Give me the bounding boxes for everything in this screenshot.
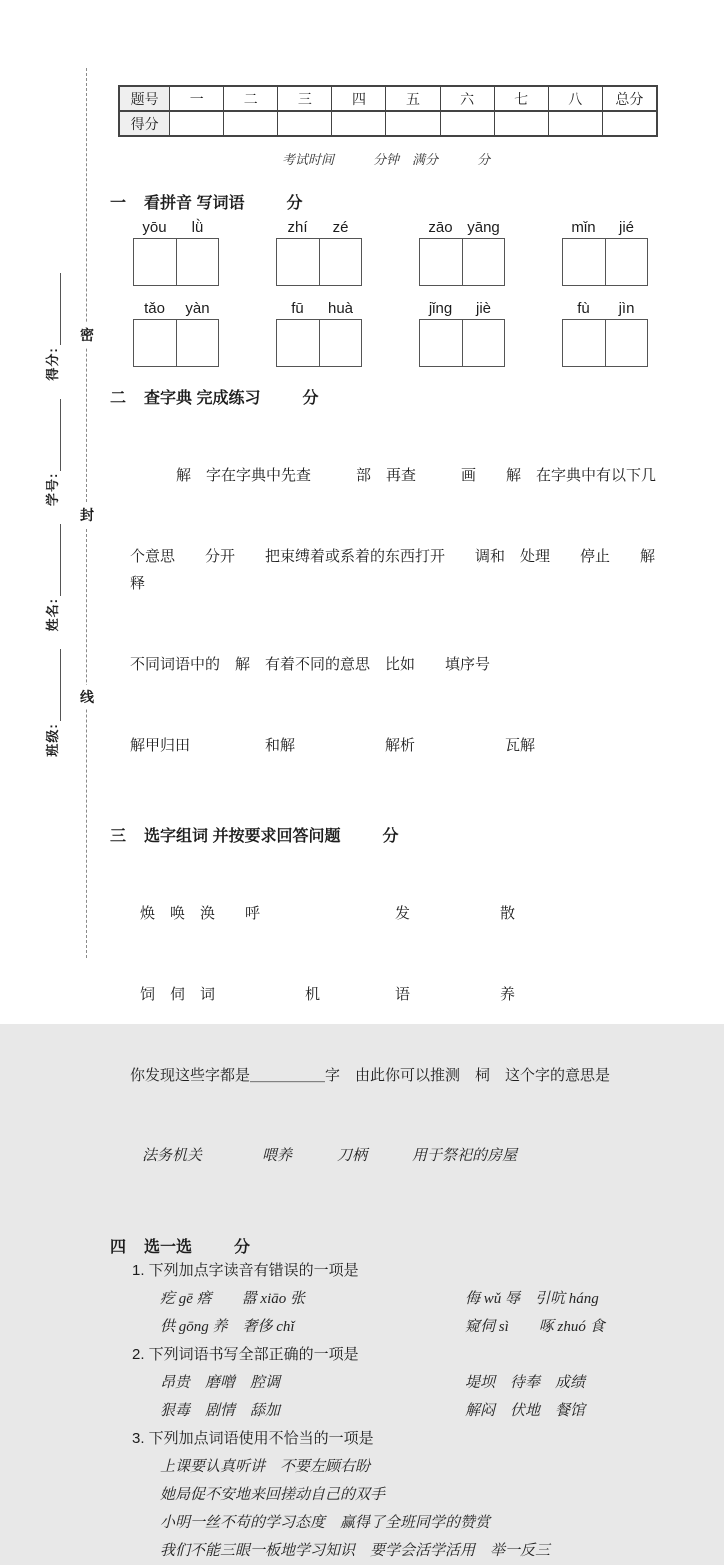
score-input-cell[interactable] (494, 111, 548, 136)
score-input-cell[interactable] (224, 111, 278, 136)
pinyin-syllable: zāo (428, 219, 453, 236)
section1-header (110, 190, 662, 213)
pinyin-syllable: mǐn (571, 219, 596, 236)
section2-score: 分 (302, 390, 319, 407)
question2-options-row1 (160, 1369, 662, 1397)
section1-score: 分 (286, 195, 303, 212)
score-input-cell[interactable] (386, 111, 440, 136)
score-input-cell[interactable] (170, 111, 224, 136)
pinyin-syllable: tǎo (144, 300, 165, 317)
score-table-corner-cell: 题号 (119, 86, 170, 111)
answer-box[interactable] (133, 238, 177, 286)
character-choice-line-2: 饲 伺 词 机 语 养 (140, 986, 516, 1003)
score-table-header-cell: 总分 (602, 86, 657, 111)
student-info-strip (40, 230, 62, 800)
option[interactable]: 供 gōng 养 奢侈 chǐ (160, 1319, 295, 1335)
name-blank-line[interactable] (46, 524, 61, 596)
section3-title: 选字组词 并按要求回答问题 (144, 828, 341, 845)
score-table-header-cell: 五 (386, 86, 440, 111)
answer-box[interactable] (462, 238, 506, 286)
section3-number: 三 (110, 828, 127, 845)
pinyin-syllable: jié (618, 219, 634, 236)
option-sentence[interactable]: 我们不能三眼一板地学习知识 要学会活学活用 举一反三 (160, 1543, 551, 1559)
pinyin-syllable: yàn (185, 300, 210, 317)
answer-box[interactable] (319, 238, 363, 286)
section4-title: 选一选 (144, 1239, 193, 1256)
exam-time-info: 考试时间 分钟 满分 分 (281, 152, 490, 167)
section1-number: 一 (110, 195, 127, 212)
section4-score: 分 (234, 1239, 251, 1256)
question1-options-row1 (160, 1285, 662, 1313)
score-table (118, 85, 658, 137)
score-input-cell[interactable] (548, 111, 602, 136)
section4-number: 四 (110, 1239, 127, 1256)
question1-stem: 1. 下列加点字读音有错误的一项是 (132, 1262, 359, 1279)
answer-box[interactable] (562, 238, 606, 286)
option[interactable]: 窥伺 sì 啄 zhuó 食 (465, 1319, 605, 1335)
answer-box[interactable] (276, 319, 320, 367)
answer-box[interactable] (176, 238, 220, 286)
option[interactable]: 昂贵 磨噌 腔调 (160, 1375, 281, 1391)
section4-header (110, 1234, 662, 1257)
dictionary-question-line: 解 字在字典中先查 部 再查 画 解 在字典中有以下几 (176, 467, 657, 484)
class-blank-line[interactable] (46, 649, 61, 721)
option[interactable]: 解闷 伏地 餐馆 (465, 1403, 586, 1419)
class-label: 班级: (44, 723, 60, 757)
score-input-cell[interactable] (278, 111, 332, 136)
answer-box[interactable] (319, 319, 363, 367)
score-input-cell[interactable] (440, 111, 494, 136)
name-field (42, 524, 61, 631)
pinyin-syllable: zhí (287, 219, 308, 236)
score-input-cell[interactable] (602, 111, 657, 136)
option-sentence[interactable]: 小明一丝不苟的学习态度 赢得了全班同学的赞赏 (160, 1515, 491, 1531)
section3-header (110, 823, 662, 846)
section2-title: 查字典 完成练习 (144, 390, 261, 407)
section1-title: 看拼音 写词语 (144, 195, 245, 212)
score-table-score-row (119, 111, 657, 136)
name-label: 姓名: (44, 598, 60, 632)
score-table-header-cell: 三 (278, 86, 332, 111)
answer-box[interactable] (562, 319, 606, 367)
answer-box[interactable] (419, 238, 463, 286)
meaning-options-line: 法务机关 喂养 刀柄 用于祭祀的房屋 (142, 1148, 518, 1164)
student-id-blank-line[interactable] (46, 399, 61, 471)
pinyin-syllable: fū (291, 300, 304, 317)
dictionary-words-line: 解甲归田 和解 解析 瓦解 (130, 737, 536, 754)
answer-box[interactable] (462, 319, 506, 367)
answer-box[interactable] (605, 238, 649, 286)
dictionary-meanings-line: 个意思 分开 把束缚着或系着的东西打开 调和 处理 停止 解释 (130, 548, 656, 592)
score-label: 得分: (44, 347, 60, 381)
option[interactable]: 疙 gē 瘩 嚣 xiāo 张 (160, 1291, 305, 1307)
section2-number: 二 (110, 390, 127, 407)
answer-box[interactable] (133, 319, 177, 367)
answer-box[interactable] (276, 238, 320, 286)
pinyin-group (276, 219, 362, 286)
pinyin-syllable: yāng (467, 219, 500, 236)
section3-score: 分 (382, 828, 399, 845)
score-table-header-row (119, 86, 657, 111)
answer-box[interactable] (605, 319, 649, 367)
answer-box[interactable] (176, 319, 220, 367)
pinyin-syllable: jǐng (428, 300, 453, 317)
dictionary-instruction-line: 不同词语中的 解 有着不同的意思 比如 填序号 (130, 656, 491, 673)
score-table-header-cell: 六 (440, 86, 494, 111)
option[interactable]: 狠毒 剧情 舔加 (160, 1403, 281, 1419)
score-field (42, 273, 61, 380)
option[interactable]: 堤坝 待奉 成绩 (465, 1375, 586, 1391)
question3-stem: 3. 下列加点词语使用不恰当的一项是 (132, 1430, 374, 1447)
pinyin-group (276, 300, 362, 367)
score-table-header-cell: 八 (548, 86, 602, 111)
pinyin-group (562, 219, 648, 286)
class-field (42, 649, 61, 756)
student-id-field (42, 399, 61, 506)
inference-question-line: 你发现这些字都是＿＿＿＿＿字 由此你可以推测 柌 这个字的意思是 (130, 1067, 611, 1084)
section2-header (110, 385, 662, 408)
pinyin-group (562, 300, 648, 367)
seal-char-xian: 线 (80, 685, 94, 709)
option[interactable]: 侮 wǔ 辱 引吭 háng (465, 1291, 599, 1307)
question2-stem: 2. 下列词语书写全部正确的一项是 (132, 1346, 359, 1363)
pinyin-syllable: huà (327, 300, 354, 317)
score-table-header-cell: 二 (224, 86, 278, 111)
pinyin-syllable: jiè (475, 300, 491, 317)
student-id-label: 学号: (44, 472, 60, 506)
pinyin-group (133, 219, 219, 286)
option-sentence[interactable]: 上课要认真听讲 不要左顾右盼 (160, 1459, 371, 1475)
seal-char-feng: 封 (80, 503, 94, 527)
question2-options-row2 (160, 1397, 662, 1425)
pinyin-group (419, 219, 505, 286)
pinyin-row-1 (133, 219, 662, 286)
pinyin-group (133, 300, 219, 367)
pinyin-syllable: yōu (142, 219, 167, 236)
pinyin-group (419, 300, 505, 367)
pinyin-syllable: fù (577, 300, 590, 317)
pinyin-syllable: lǜ (191, 219, 204, 236)
score-input-cell[interactable] (332, 111, 386, 136)
score-table-header-cell: 七 (494, 86, 548, 111)
option-sentence[interactable]: 她局促不安地来回搓动自己的双手 (160, 1487, 386, 1503)
pinyin-syllable: jìn (618, 300, 635, 317)
pinyin-syllable: zé (332, 219, 349, 236)
answer-box[interactable] (419, 319, 463, 367)
seal-char-mi: 密 (80, 323, 94, 347)
question1-options-row2 (160, 1313, 662, 1341)
score-table-header-cell: 一 (170, 86, 224, 111)
score-blank-line[interactable] (46, 273, 61, 345)
section2-body (130, 408, 662, 813)
score-table-header-cell: 四 (332, 86, 386, 111)
character-choice-line-1: 焕 唤 涣 呼 发 散 (140, 905, 516, 922)
pinyin-row-2 (133, 300, 662, 367)
score-row-label-cell: 得分 (119, 111, 170, 136)
section3-body (130, 846, 662, 1224)
